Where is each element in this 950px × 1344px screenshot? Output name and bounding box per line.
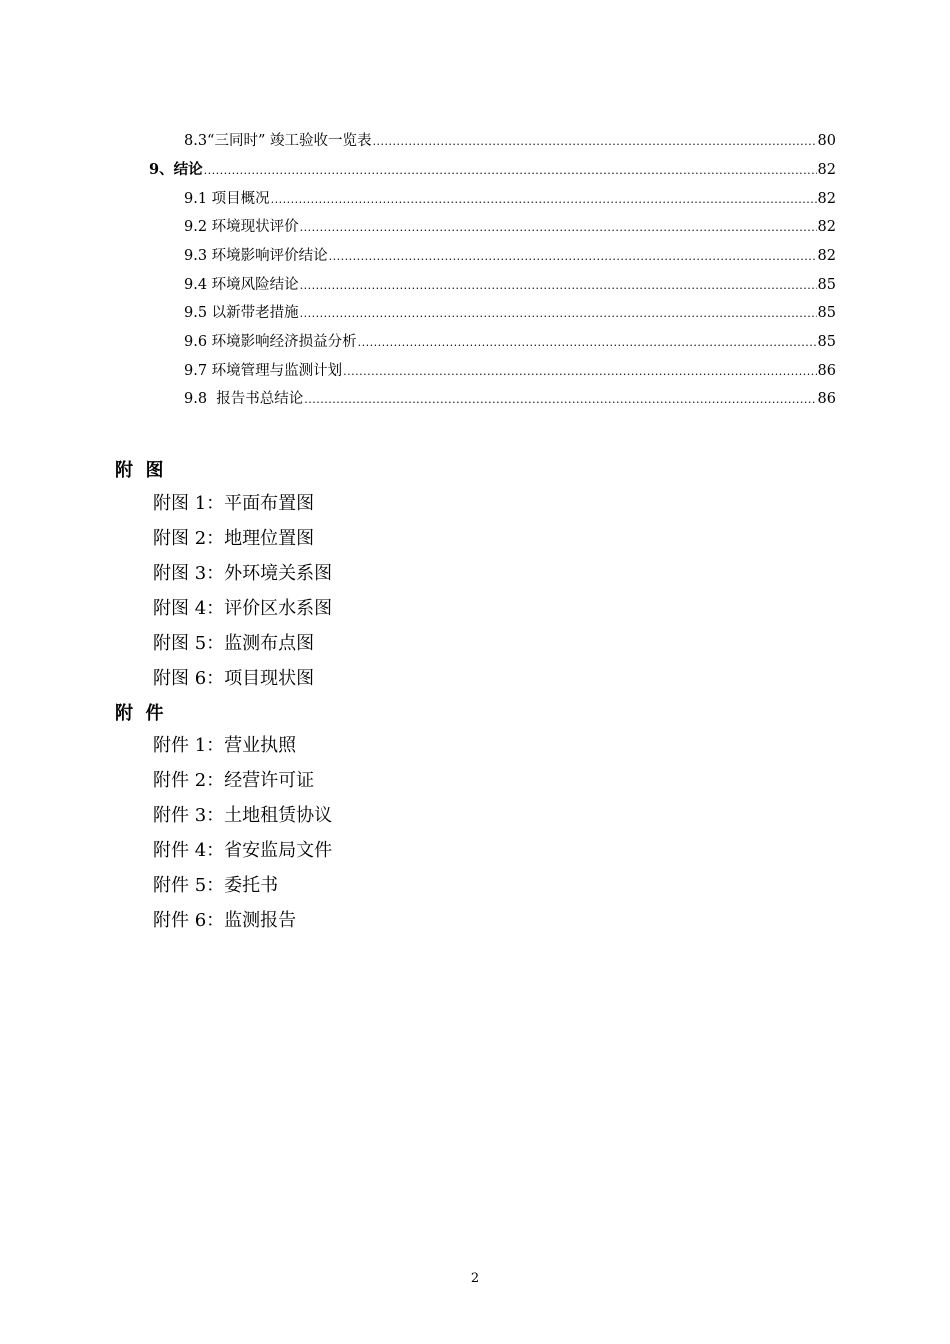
toc-entry-page: 80 <box>817 133 836 149</box>
toc-entry-page: 85 <box>817 334 836 350</box>
toc-leader-dots <box>329 244 817 270</box>
toc-leader-dots <box>300 273 817 299</box>
attachment-item: 附件 5：委托书 <box>153 875 279 896</box>
attachment-item: 附件 3：土地租赁协议 <box>153 805 333 826</box>
toc-entry[interactable] <box>184 358 836 384</box>
toc-entry-title: 9.2 环境现状评价 <box>184 219 299 235</box>
toc-entry-title: 9.3 环境影响评价结论 <box>184 248 328 264</box>
toc-entry-page: 82 <box>817 248 836 264</box>
toc-entry-page: 82 <box>817 191 836 207</box>
toc-entry[interactable] <box>184 386 836 412</box>
figure-item: 附图 1：平面布置图 <box>153 493 315 514</box>
toc-entry-title: 9.6 环境影响经济损益分析 <box>184 334 357 350</box>
figure-item: 附图 5：监测布点图 <box>153 633 315 654</box>
figure-item: 附图 4：评价区水系图 <box>153 598 333 619</box>
figure-item: 附图 6：项目现状图 <box>153 668 315 689</box>
toc-entry-title: 9.1 项目概况 <box>184 191 270 207</box>
toc-entry[interactable] <box>184 128 836 154</box>
toc-leader-dots <box>373 129 817 155</box>
toc-entry-page: 82 <box>817 162 836 178</box>
toc-entry-page: 85 <box>817 305 836 321</box>
attachments-heading: 附 件 <box>115 703 164 724</box>
figure-item: 附图 2：地理位置图 <box>153 528 315 549</box>
toc-leader-dots <box>343 359 816 385</box>
toc-entry-page: 82 <box>817 219 836 235</box>
toc-leader-dots <box>358 330 817 356</box>
attachment-item: 附件 2：经营许可证 <box>153 770 315 791</box>
toc-entry-title: 9.8 报告书总结论 <box>184 391 304 407</box>
toc-entry-page: 85 <box>817 277 836 293</box>
attachment-item: 附件 6：监测报告 <box>153 910 297 931</box>
toc-entry-page: 86 <box>817 391 836 407</box>
toc-entry-title: 9.7 环境管理与监测计划 <box>184 363 343 379</box>
figure-item: 附图 3：外环境关系图 <box>153 563 333 584</box>
toc-leader-dots <box>271 187 817 213</box>
toc-entry[interactable] <box>184 329 836 355</box>
toc-entry[interactable] <box>149 157 836 183</box>
toc-leader-dots <box>300 301 817 327</box>
toc-leader-dots <box>204 158 817 184</box>
toc-entry[interactable] <box>184 243 836 269</box>
toc-entry[interactable] <box>184 300 836 326</box>
attachment-item: 附件 4：省安监局文件 <box>153 840 333 861</box>
toc-entry-title: 8.3“三同时” 竣工验收一览表 <box>184 133 372 149</box>
toc-entry[interactable] <box>184 272 836 298</box>
toc-entry[interactable] <box>184 186 836 212</box>
toc-leader-dots <box>304 387 816 413</box>
toc-leader-dots <box>300 215 817 241</box>
toc-entry[interactable] <box>184 214 836 240</box>
toc-entry-title: 9.4 环境风险结论 <box>184 277 299 293</box>
toc-entry-title: 9.5 以新带老措施 <box>184 305 299 321</box>
figures-heading: 附 图 <box>115 460 164 481</box>
toc-entry-page: 86 <box>817 363 836 379</box>
toc-entry-title: 9、结论 <box>149 161 203 178</box>
page-number: 2 <box>470 1271 480 1286</box>
attachment-item: 附件 1：营业执照 <box>153 735 297 756</box>
